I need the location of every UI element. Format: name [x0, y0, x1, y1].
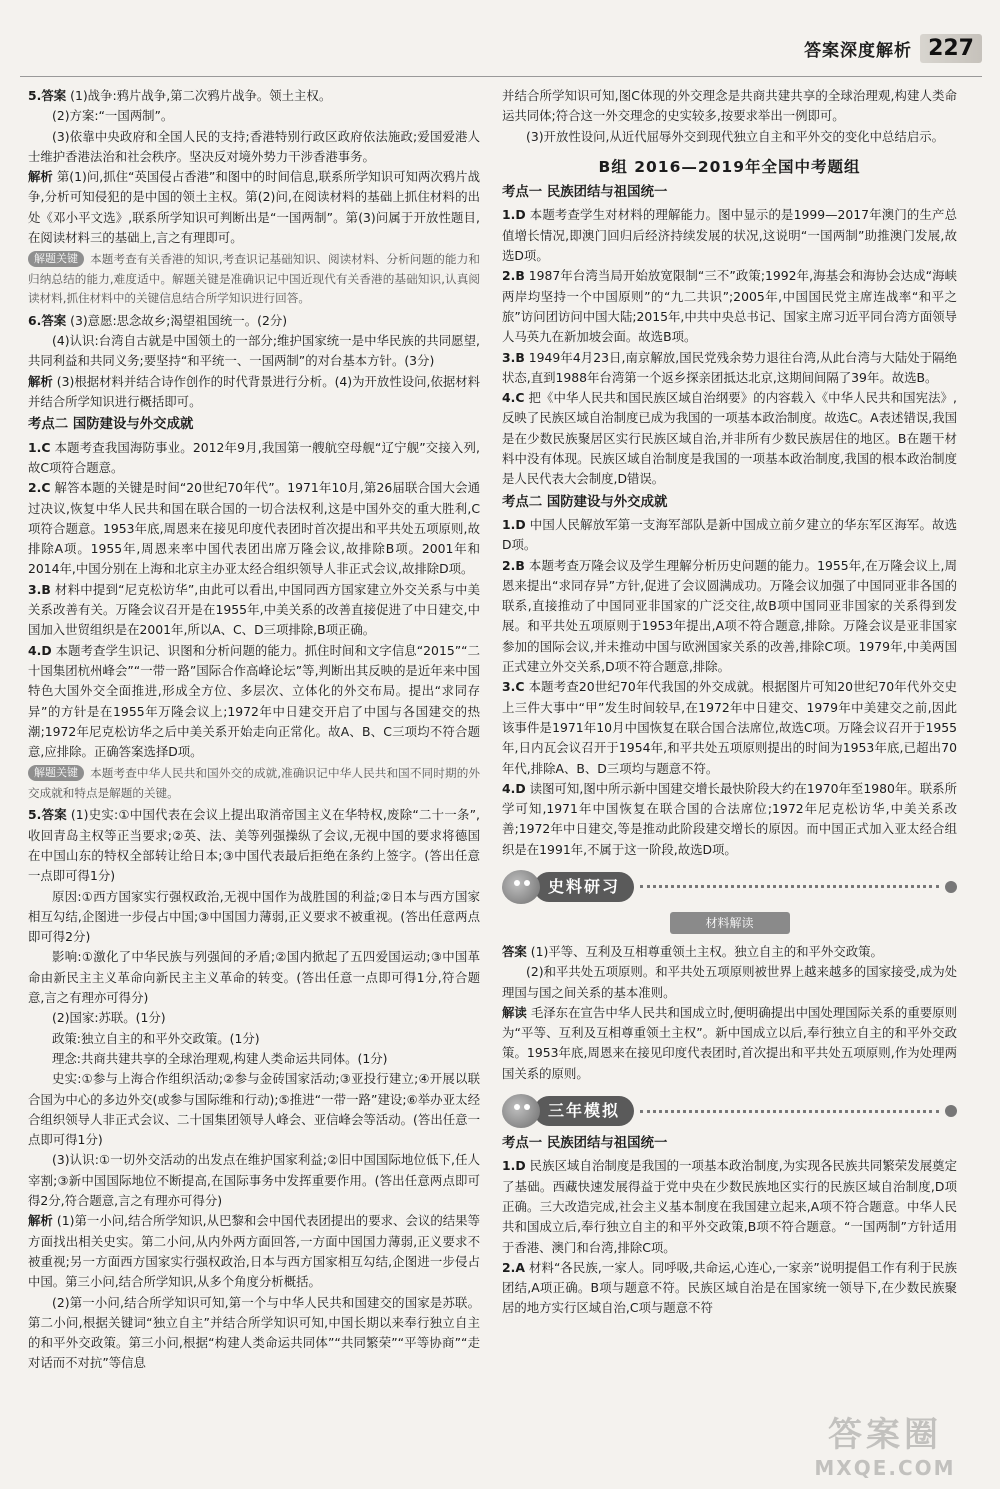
answer-text: (3)开放性设问,从近代屈辱外交到现代独立自主和平外交的变化中总结启示。 [526, 128, 944, 144]
answer-text: 把《中华人民共和国民族区域自治纲要》的内容载入《中华人民共和国宪法》,反映了民族区域自治制度已成为我国的一项基本政治制度。故选C。A表述错误,我国是在少数民族聚居区实行民族区域自治,并非所有少数民族居住的地区。B在题干材料中没有体现。民族区域自治制度是我国的一项基本政治制度,我国的根本政治制度是人民代表大会制度,D错误。 [502, 390, 957, 487]
answer-text: 史实:①参与上海合作组织活动;②参与金砖国家活动;③亚投行建立;④开展以联合国为中心的多边外交(或参与国际维和行动);⑤推进“一带一路”建设;⑥举办亚太经合组织领导人非正式会议、二十国集团领导人峰会、亚信峰会等活动。(答出任意一点即可得1分) [28, 1071, 480, 1148]
answer-label: 6.答案 [28, 312, 67, 328]
answer-paragraph [502, 266, 957, 347]
answer-text: 原因:①西方国家实行强权政治,无视中国作为战胜国的利益;②日本与西方国家相互勾结,企图进一步侵占中国;③中国国力薄弱,正义要求不被重视。(答出任意两点即可得2分) [28, 888, 480, 945]
answer-text: 毛泽东在宣告中华人民共和国成立时,便明确提出中国处理国际关系的重要原则为“平等、互利及互相尊重领土主权”。新中国成立以后,奉行独立自主的和平外交政策。1953年底,周恩来在接见印度代表团时,首次提出和平共处五项原则,作为处理两国关系的原则。 [502, 1004, 957, 1081]
right-column [502, 86, 957, 1319]
answer-text: 本题考查学生对材料的理解能力。图中显示的是1999—2017年澳门的生产总值增长情况,即澳门回归后经济持续发展的状况,这说明“一国两制”助推澳门发展,故选D项。 [502, 207, 957, 264]
section-heading: 考点一 民族团结与祖国统一 [502, 185, 668, 201]
answer-paragraph [502, 205, 957, 266]
answer-label: 2.B [502, 268, 525, 284]
answer-paragraph [502, 942, 957, 962]
section-banner [502, 1094, 957, 1128]
answer-text: (2)国家:苏联。(1分) [52, 1010, 166, 1026]
answer-text: (1)战争:鸦片战争,第二次鸦片战争。领土主权。 [70, 88, 332, 103]
section-heading: 考点二 国防建设与外交成就 [502, 494, 668, 510]
answer-paragraph [28, 106, 480, 126]
answer-label: 1.D [502, 1158, 526, 1174]
answer-paragraph [28, 580, 480, 641]
answer-text: (2)和平共处五项原则。和平共处五项原则被世界上越来越多的国家接受,成为处理国与国之间关系的基本准则。 [502, 964, 957, 1000]
tip-text: 本题考查有关香港的知识,考查识记基础知识、阅读材料、分析问题的能力和归纳总结的能力,难度适中。解题关键是准确识记中国近现代有关香港的基础知识,认真阅读材料,抓住材料中的关键信息结合所学知识进行回答。 [28, 252, 480, 306]
answer-text: (1)史实:①中国代表在会议上提出取消帝国主义在华特权,废除“二十一条”,收回青岛主权等正当要求;②英、法、美等列强操纵了会议,无视中国的要求将德国在中国山东的特权全部转让给日本;③中国代表最后拒绝在条约上签字。(答出任意一点即可得1分) [28, 807, 480, 884]
answer-paragraph [502, 1258, 957, 1319]
answer-paragraph [502, 348, 957, 389]
answer-text: 本题考查我国海防事业。2012年9月,我国第一艘航空母舰“辽宁舰”交接入列,故C项符合题意。 [28, 439, 480, 475]
answer-label: 2.B [502, 557, 525, 573]
answer-label: 2.C [28, 480, 51, 496]
answer-paragraph [28, 167, 480, 248]
answer-text: (3)意愿:思念故乡;渴望祖国统一。(2分) [70, 312, 288, 328]
section-title: 答案深度解析 [804, 40, 913, 61]
rule-end-dot [945, 1105, 957, 1117]
answer-text: 影响:①激化了中华民族与列强间的矛盾;②国内掀起了五四爱国运动;③中国革命由新民主主义革命向新民主主义革命的转变。(答出任意一点即可得1分,符合题意,言之有理亦可得分) [28, 949, 480, 1006]
answer-text: 政策:独立自主的和平外交政策。(1分) [52, 1030, 260, 1046]
tip-note [28, 250, 480, 309]
answer-paragraph [28, 1049, 480, 1069]
answer-paragraph [502, 388, 957, 489]
answer-label: 2.A [502, 1259, 525, 1275]
dotted-rule [640, 885, 939, 888]
section-heading: 考点二 国防建设与外交成就 [28, 417, 194, 433]
answer-label: 5.答案 [28, 88, 67, 103]
answer-paragraph [28, 1029, 480, 1049]
answer-text: 中国人民解放军第一支海军部队是新中国成立前夕建立的华东军区海军。故选D项。 [502, 516, 957, 553]
answer-paragraph [28, 127, 480, 168]
answer-paragraph [28, 1293, 480, 1374]
answer-paragraph [502, 1003, 957, 1084]
answer-text: (3)依靠中央政府和全国人民的支持;香港特别行政区政府依法施政;爱国爱港人士维护香港法治和社会秩序。坚决反对境外势力干涉香港事务。 [28, 128, 480, 164]
watermark-logo: 答案圈 MXQE.COM [814, 1414, 956, 1480]
answer-paragraph [502, 962, 957, 1003]
answer-text: 1987年台湾当局开始放宽限制“三不”政策;1992年,海基会和海协会达成“海峡两岸均坚持一个中国原则”的“九二共识”;2005年,中国国民党主席连战率“和平之旅”访问团访问中国大陆;2015年,中共中央总书记、国家主席习近平同台湾方面领导人马英九在新加坡会面。故选B项。 [502, 268, 957, 345]
answer-paragraph [502, 1156, 957, 1257]
answer-label: 解析 [28, 169, 53, 185]
answer-text: (2)方案:“一国两制”。 [52, 108, 174, 124]
banner-label: 三年模拟 [534, 1096, 634, 1126]
answer-text: 1949年4月23日,南京解放,国民党残余势力退往台湾,从此台湾与大陆处于隔绝状态,直到1988年台湾第一个返乡探亲团抵达北京,这期间间隔了39年。故选B。 [502, 349, 957, 385]
answer-paragraph [502, 556, 957, 678]
answer-paragraph [28, 1211, 480, 1292]
answer-text: (3)认识:①一切外交活动的出发点在维护国家利益;②旧中国国际地位低下,任人宰割;③新中国国际地位不断提高,在国际事务中发挥重要作用。(答出任意两点即可得2分,符合题意,言之有理亦可得分) [28, 1152, 480, 1209]
answer-label: 1.C [28, 439, 51, 455]
answer-label: 解析 [28, 1213, 53, 1229]
tip-tag: 解题关键 [28, 251, 84, 267]
answer-text: 解答本题的关键是时间“20世纪70年代”。1971年10月,第26届联合国大会通过决议,恢复中华人民共和国在联合国的一切合法权利,这是中国外交的重大胜利,C项符合题意。1953年底,周恩来在接见印度代表团时首次提出和平共处五项原则,故排除A项。1955年,周恩来率中国代表团出席万隆会议,故排除B项。2001年和2014年,中国分别在上海和北京主办亚太经合组织领导人非正式会议,故排除D项。 [28, 480, 480, 577]
answer-text: 本题考查学生识记、识图和分析问题的能力。抓住时间和文字信息“2015”“二十国集团杭州峰会”“一带一路”国际合作高峰论坛”等,判断出其反映的是近年来中国特色大国外交全面推进,形成全方位、多层次、立体化的外交布局。提出“求同存异”的方针是在1955年万隆会议上;1972年中日建交开启了中国与各国建交的热潮;1972年尼克松访华之后中美关系开始走向正常化。故A、B、C三项均不符合题意,应排除。正确答案选择D项。 [28, 642, 480, 760]
answer-paragraph [28, 86, 480, 106]
answer-label: 4.D [502, 780, 526, 796]
answer-text: 并结合所学知识可知,图C体现的外交理念是共商共建共享的全球治理观,构建人类命运共同体;符合这一外交理念的史实较多,按要求举出一例即可。 [502, 88, 957, 124]
answer-paragraph [502, 677, 957, 778]
answer-label: 3.B [28, 581, 51, 597]
answer-text: (2)第一小问,结合所学知识可知,第一个与中华人民共和国建交的国家是苏联。第二小问,根据关键词“独立自主”并结合所学知识可知,中国长期以来奉行独立自主的和平外交政策。第三小问,根据“构建人类命运共同体”“共同繁荣”“平等协商”“走对话而不对抗”等信息 [28, 1294, 480, 1371]
answer-paragraph [502, 779, 957, 860]
answer-label: 4.C [502, 390, 525, 406]
left-column [28, 86, 480, 1374]
answer-text: 读图可知,图中所示新中国建交增长最快阶段大约在1970年至1980年。联系所学可知,1971年中国恢复在联合国的合法席位;1972年尼克松访华,中美关系改善;1972年中日建交,等是推动此阶段建交增长的原因。而中国正式加入亚太经合组织是在1991年,不属于这一阶段,故选D项。 [502, 780, 957, 857]
answer-paragraph [28, 311, 480, 331]
tip-note [28, 764, 480, 803]
answer-paragraph [28, 887, 480, 948]
answer-paragraph [28, 947, 480, 1008]
answer-paragraph [28, 641, 480, 763]
dotted-rule [640, 1110, 939, 1113]
answer-paragraph [28, 372, 480, 413]
answer-paragraph [28, 331, 480, 372]
answer-text: (1)平等、互利及互相尊重领土主权。独立自主的和平外交政策。 [530, 943, 883, 959]
answer-paragraph [502, 127, 957, 147]
answer-text: 民族区域自治制度是我国的一项基本政治制度,为实现各民族共同繁荣发展奠定了基础。西藏快速发展得益于党中央在少数民族地区实行的民族区域自治制度,D项正确。三大改造完成,社会主义基本制度在我国建立起来,A项不符合题意。中华人民共和国成立后,奉行独立自主的和平外交政策,B项不符合题意。“一国两制”方针适用于香港、澳门和台湾,排除C项。 [502, 1158, 957, 1255]
answer-text: 本题考查20世纪70年代我国的外交成就。根据图片可知20世纪70年代外交史上三件大事中“甲”发生时间较早,在1972年中日建交、1979年中美建交之前,因此该事件是1971年10月中国恢复在联合国合法席位,故选C项。万隆会议召开于1955年,日内瓦会议召开于1954年,和平共处五项原则提出的时间为1953年底,已超出70年代,排除A、B、D三项均与题意不符。 [502, 679, 957, 776]
answer-paragraph [28, 1069, 480, 1150]
answer-label: 1.D [502, 516, 526, 532]
answer-text: 材料“各民族,一家人。同呼吸,共命运,心连心,一家亲”说明提倡工作有利于民族团结,A项正确。B项与题意不符。民族区域自治是在国家统一领导下,在少数民族聚居的地方实行区域自治,C项与题意不符 [502, 1259, 957, 1316]
answer-paragraph [28, 805, 480, 886]
answer-text: 第(1)问,抓住“英国侵占香港”和图中的时间信息,联系所学知识可知两次鸦片战争,分析可知侵犯的是中国的领土主权。第(2)问,在阅读材料的基础上抓住材料的出处《邓小平文选》,联系所学知识可判断出是“一国两制”。第(3)问属于开放性题目,在阅读材料三的基础上,言之有理即可。 [28, 169, 480, 246]
answer-label: 3.C [502, 679, 525, 695]
answer-label: 解读 [502, 1004, 527, 1020]
mascot-icon [502, 870, 540, 904]
rule-end-dot [945, 881, 957, 893]
answer-paragraph [502, 86, 957, 127]
answer-paragraph [28, 478, 480, 579]
answer-text: 材料中提到“尼克松访华”,由此可以看出,中国同西方国家建立外交关系与中美关系改善有关。万隆会议召开是在1955年,中美关系的改善直接促进了中日建交,中国加入世贸组织是在2001年,所以A、C、D三项排除,B项正确。 [28, 581, 480, 638]
answer-paragraph [28, 438, 480, 479]
answer-text: 本题考查万隆会议及学生理解分析历史问题的能力。1955年,在万隆会议上,周恩来提出“求同存异”方针,促进了会议圆满成功。万隆会议加强了中国同亚非各国的联系,直接推动了中国同亚非国家的广泛交往,故B项中国同亚非国家的关系得到发展。和平共处五项原则于1953年提出,A项不符合题意,排除。万隆会议是亚非国家参加的国际会议,并未推动中国与欧洲国家关系的改善,排除C项。1979年,中美两国正式建立外交关系,D项不符合题意,排除。 [502, 557, 957, 675]
answer-label: 4.D [28, 642, 52, 658]
material-chip: 材料解读 [670, 912, 790, 934]
section-heading: 考点一 民族团结与祖国统一 [502, 1136, 668, 1152]
banner-label: 史料研习 [534, 872, 634, 902]
mascot-icon [502, 1094, 540, 1128]
answer-label: 1.D [502, 207, 526, 223]
header-divider [20, 76, 982, 77]
answer-text: 理念:共商共建共享的全球治理观,构建人类命运共同体。(1分) [52, 1050, 388, 1066]
tip-tag: 解题关键 [28, 765, 84, 781]
answer-label: 5.答案 [28, 807, 67, 823]
answer-label: 解析 [28, 373, 53, 389]
answer-label: 3.B [502, 349, 525, 365]
answer-text: (4)认识:台湾自古就是中国领土的一部分;维护国家统一是中华民族的共同愿望,共同利益和共同义务;要坚持“和平统一、一国两制”的对台基本方针。(3分) [28, 333, 480, 369]
section-banner [502, 870, 957, 904]
answer-text: (3)根据材料并结合诗作创作的时代背景进行分析。(4)为开放性设问,依据材料并结合所学知识进行概括即可。 [28, 373, 481, 410]
page-header [804, 28, 982, 68]
tip-text: 本题考查中华人民共和国外交的成就,准确识记中华人民共和国不同时期的外交成就和特点是解题的关键。 [28, 766, 480, 800]
answer-text: (1)第一小问,结合所学知识,从巴黎和会中国代表团提出的要求、会议的结果等方面找出相关史实。第二小问,从内外两方面回答,一方面中国国力薄弱,正义要求不被重视;另一方面西方国家实行强权政治,日本与西方国家相互勾结,企图进一步侵占中国。第三小问,结合所学知识,从多个角度分析概括。 [28, 1213, 480, 1290]
answer-label: 答案 [502, 943, 527, 959]
answer-paragraph [502, 515, 957, 556]
answer-paragraph [28, 1150, 480, 1211]
group-title: B组 2016—2019年全国中考题组 [598, 157, 861, 176]
page-number: 227 [920, 34, 982, 63]
answer-paragraph [28, 1008, 480, 1028]
